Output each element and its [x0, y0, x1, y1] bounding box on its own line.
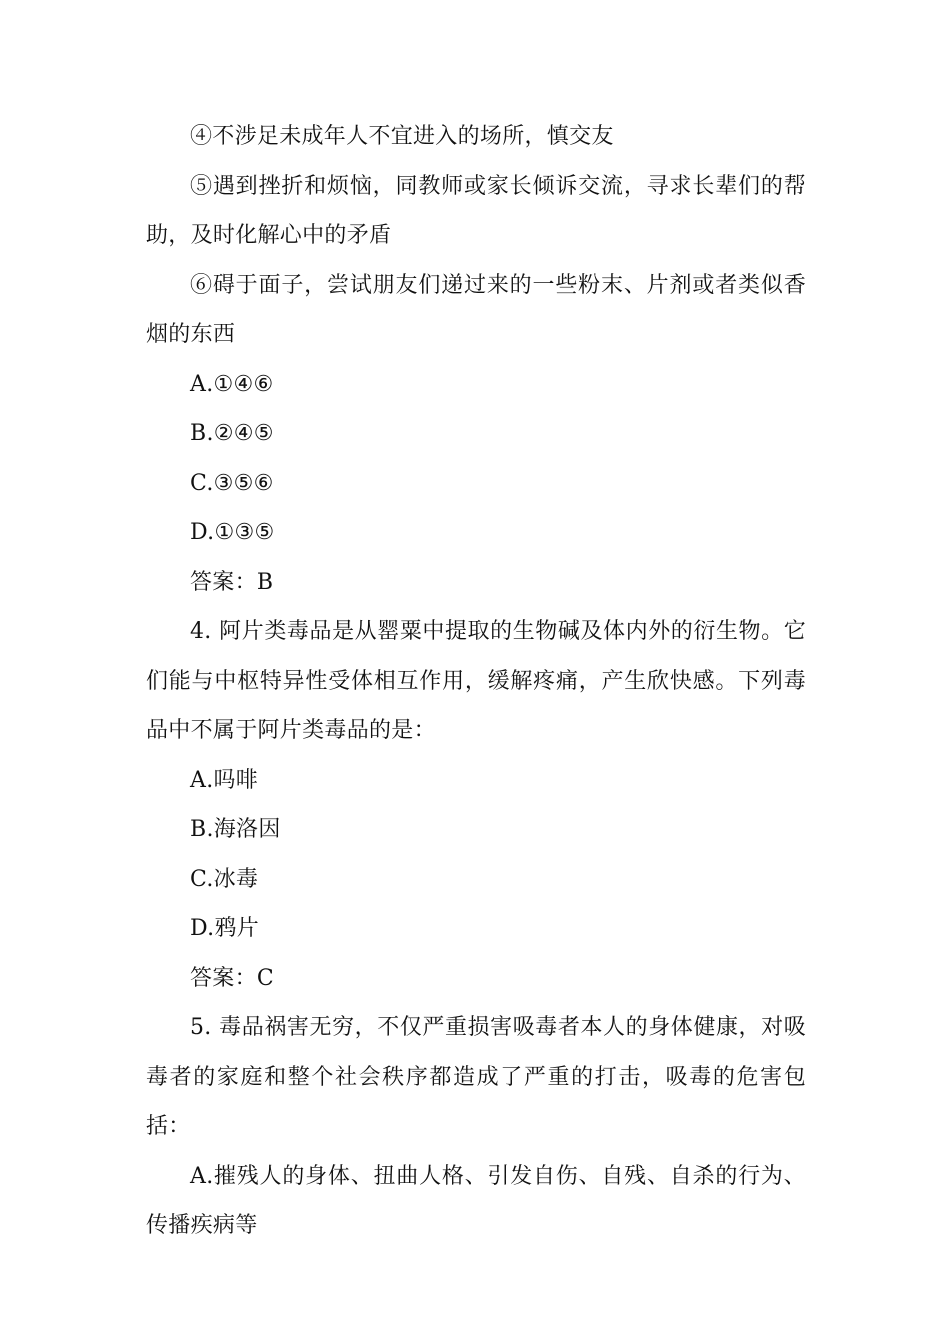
item-4: ④不涉足未成年人不宜进入的场所，慎交友 [190, 124, 614, 149]
q3-option-b: B.②④⑤ [190, 421, 274, 446]
q4-option-c: C.冰毒 [190, 866, 259, 892]
q4-option-b: B.海洛因 [190, 817, 281, 842]
q4-answer: 答案：C [190, 965, 275, 991]
q4-option-a: A.吗啡 [190, 767, 259, 793]
q5-option-a: A.摧残人的身体、扭曲人格、引发自伤、自残、自杀的行为、传播疾病等 [146, 1163, 806, 1238]
q3-option-d: D.①③⑤ [190, 520, 275, 545]
item-5: ⑤遇到挫折和烦恼，同教师或家长倾诉交流，寻求长辈们的帮助，及时化解心中的矛盾 [146, 173, 806, 248]
q3-option-a: A.①④⑥ [190, 371, 274, 397]
q5-stem: 5. 毒品祸害无穷，不仅严重损害吸毒者本人的身体健康，对吸毒者的家庭和整个社会秩序都造成了严重的打击，吸毒的危害包括： [146, 1015, 806, 1139]
q3-option-c: C.③⑤⑥ [190, 470, 274, 496]
item-6: ⑥碍于面子，尝试朋友们递过来的一些粉末、片剂或者类似香烟的东西 [146, 272, 806, 347]
q4-option-d: D.鸦片 [190, 916, 260, 941]
q4-stem: 4. 阿片类毒品是从罂粟中提取的生物碱及体内外的衍生物。它们能与中枢特异性受体相互作用，缓解疼痛，产生欣快感。下列毒品中不属于阿片类毒品的是： [146, 619, 806, 743]
q3-answer: 答案：B [190, 569, 274, 595]
document-body [146, 112, 806, 1251]
